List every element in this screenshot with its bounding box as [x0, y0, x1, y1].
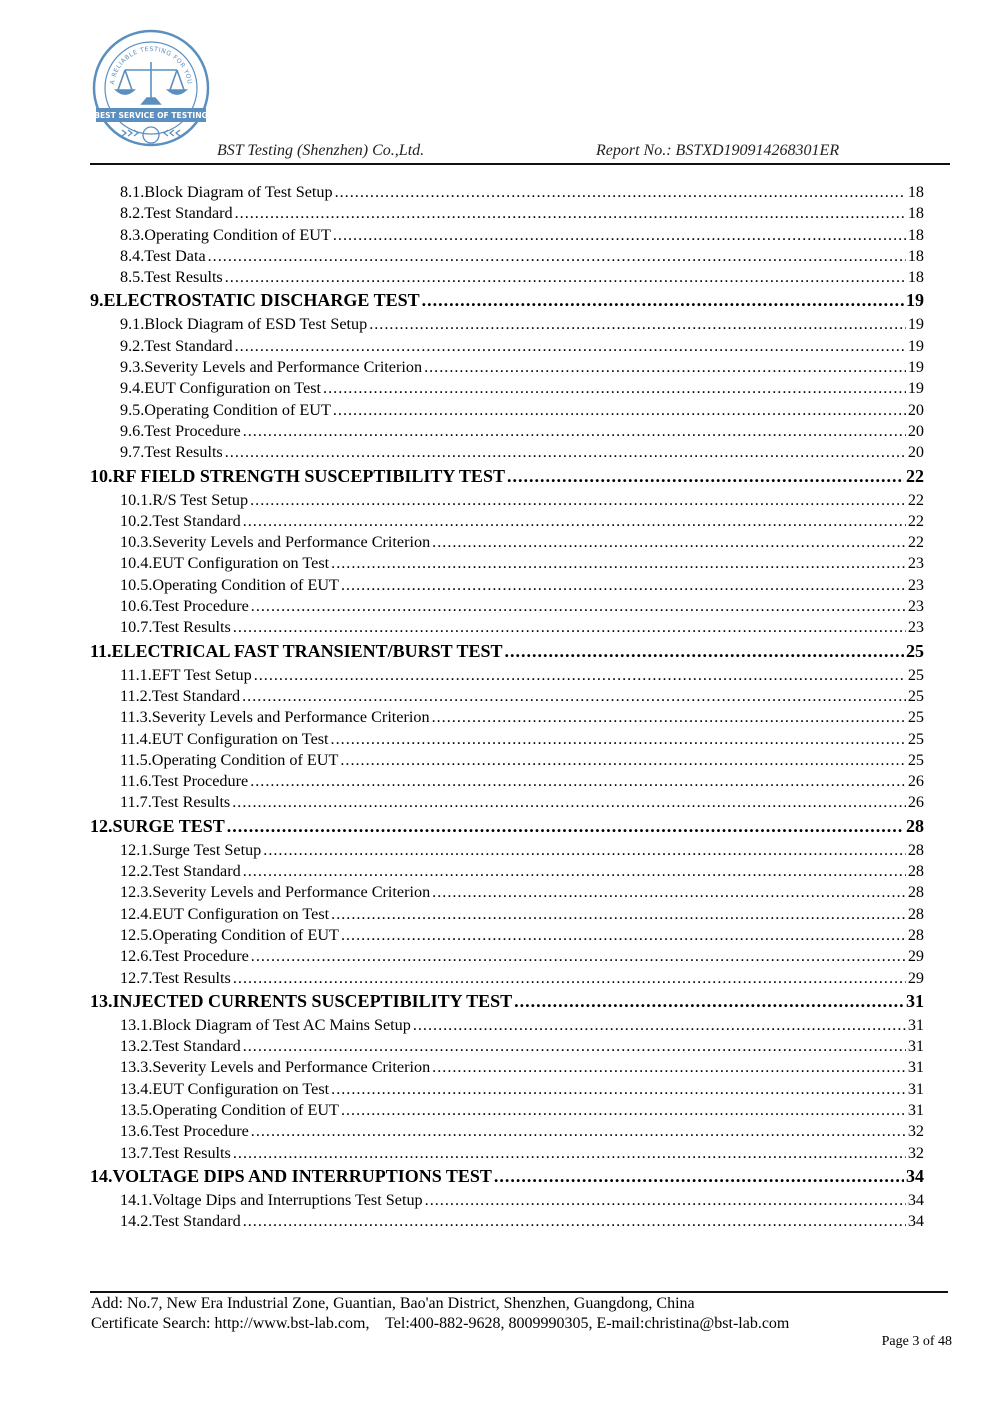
toc-entry-page: 28 [907, 925, 924, 944]
toc-entry-page: 25 [907, 686, 924, 705]
toc-entry-page: 25 [907, 708, 924, 727]
toc-subsection-entry[interactable] [90, 1037, 924, 1058]
toc-entry-title: Test Results [144, 443, 223, 462]
toc-subsection-entry[interactable] [90, 969, 924, 990]
toc-subsection-entry[interactable] [90, 708, 924, 729]
toc-subsection-entry[interactable] [90, 751, 924, 772]
toc-entry-title: Block Diagram of Test AC Mains Setup [152, 1015, 411, 1034]
toc-section-entry[interactable] [90, 466, 924, 491]
toc-dot-leader [335, 183, 906, 202]
toc-section-entry[interactable] [90, 991, 924, 1016]
toc-entry-page: 23 [907, 554, 924, 573]
toc-dot-leader [331, 1080, 906, 1099]
toc-dot-leader [422, 290, 904, 311]
toc-entry-page: 26 [907, 793, 924, 812]
table-of-contents [90, 183, 924, 1233]
toc-subsection-entry[interactable] [90, 687, 924, 708]
toc-entry-title: Operating Condition of EUT [151, 750, 339, 769]
toc-entry-number: 9.4. [120, 379, 145, 398]
logo-banner-text: BEST SERVICE OF TESTING [94, 111, 208, 120]
toc-entry-title: EUT Configuration on Test [144, 379, 322, 398]
toc-subsection-entry[interactable] [90, 1144, 924, 1165]
toc-entry-title: EUT Configuration on Test [151, 729, 329, 748]
toc-subsection-entry[interactable] [90, 1080, 924, 1101]
toc-entry-page: 18 [907, 268, 924, 287]
toc-entry-page: 31 [906, 990, 924, 1011]
toc-entry-page: 19 [907, 315, 924, 334]
toc-dot-leader [494, 1166, 904, 1187]
toc-entry-page: 29 [907, 947, 924, 966]
toc-subsection-entry[interactable] [90, 491, 924, 512]
toc-entry-number: 13. [90, 990, 113, 1011]
toc-entry-number: 13.7. [120, 1143, 153, 1162]
toc-entry-page: 28 [907, 862, 924, 881]
toc-entry-number: 12.2. [120, 862, 153, 881]
toc-entry-number: 12. [90, 815, 113, 836]
toc-entry-title: EUT Configuration on Test [152, 1079, 330, 1098]
toc-entry-page: 23 [907, 618, 924, 637]
footer-certificate-search: Certificate Search: http://www.bst-lab.com, Tel:400-882-9628, 8009990305, E-mail:christina@bst-lab.com [91, 1315, 790, 1332]
toc-subsection-entry[interactable] [90, 512, 924, 533]
toc-entry-page: 20 [907, 443, 924, 462]
toc-entry-title: Test Procedure [151, 772, 249, 791]
toc-entry-title: Test Procedure [152, 947, 249, 966]
toc-dot-leader [243, 422, 906, 441]
toc-dot-leader [331, 905, 906, 924]
toc-dot-leader [225, 443, 906, 462]
toc-subsection-entry[interactable] [90, 730, 924, 751]
toc-entry-page: 22 [907, 533, 924, 552]
toc-entry-title: Operating Condition of EUT [152, 925, 339, 944]
toc-entry-page: 20 [907, 400, 924, 419]
toc-subsection-entry[interactable] [90, 926, 924, 947]
toc-entry-page: 23 [907, 597, 924, 616]
toc-entry-number: 10.4. [120, 554, 153, 573]
toc-dot-leader [341, 926, 906, 945]
toc-entry-title: ELECTRICAL FAST TRANSIENT/BURST TEST [111, 640, 503, 661]
toc-entry-number: 10.6. [120, 597, 153, 616]
toc-entry-page: 26 [907, 772, 924, 791]
toc-entry-title: Severity Levels and Performance Criterion [151, 708, 430, 727]
toc-dot-leader [331, 554, 906, 573]
toc-entry-number: 13.4. [120, 1079, 153, 1098]
toc-subsection-entry[interactable] [90, 883, 924, 904]
toc-entry-number: 11.4. [120, 729, 152, 748]
toc-entry-page: 31 [907, 1037, 924, 1056]
toc-entry-number: 10.5. [120, 575, 153, 594]
toc-entry-page: 31 [907, 1058, 924, 1077]
toc-entry-title: Test Standard [152, 1037, 241, 1056]
toc-entry-number: 12.1. [120, 840, 153, 859]
toc-subsection-entry[interactable] [90, 862, 924, 883]
toc-entry-title: ELECTROSTATIC DISCHARGE TEST [103, 290, 420, 311]
toc-entry-number: 11.3. [120, 708, 152, 727]
toc-entry-title: Test Procedure [152, 597, 249, 616]
toc-dot-leader [250, 772, 906, 791]
toc-entry-page: 22 [907, 511, 924, 530]
toc-entry-title: Severity Levels and Performance Criterion [152, 883, 431, 902]
toc-entry-title: Severity Levels and Performance Criterion [144, 358, 423, 377]
toc-dot-leader [208, 247, 906, 266]
toc-entry-page: 18 [907, 183, 924, 201]
toc-subsection-entry[interactable] [90, 597, 924, 618]
toc-entry-title: Test Standard [152, 1212, 241, 1231]
company-name: BST Testing (Shenzhen) Co.,Ltd. [217, 142, 425, 159]
toc-dot-leader [514, 991, 904, 1012]
toc-entry-title: Surge Test Setup [152, 840, 262, 859]
toc-entry-page: 23 [907, 575, 924, 594]
scales-of-justice-icon [116, 62, 186, 104]
toc-entry-title: Severity Levels and Performance Criterion [152, 533, 431, 552]
toc-dot-leader [432, 533, 906, 552]
toc-entry-number: 13.6. [120, 1122, 153, 1141]
toc-subsection-entry[interactable] [90, 1122, 924, 1143]
toc-entry-title: Block Diagram of ESD Test Setup [144, 315, 368, 334]
toc-entry-title: INJECTED CURRENTS SUSCEPTIBILITY TEST [112, 990, 513, 1011]
toc-subsection-entry[interactable] [90, 618, 924, 639]
toc-entry-page: 22 [907, 490, 924, 509]
toc-dot-leader [235, 204, 906, 223]
toc-dot-leader [425, 1191, 906, 1210]
toc-entry-number: 8.5. [120, 268, 145, 287]
toc-entry-number: 9.5. [120, 400, 145, 419]
toc-entry-page: 34 [907, 1212, 924, 1231]
toc-entry-number: 14.1. [120, 1190, 153, 1209]
toc-dot-leader [331, 730, 906, 749]
toc-section-entry[interactable] [90, 290, 924, 315]
toc-entry-number: 12.4. [120, 904, 153, 923]
toc-subsection-entry[interactable] [90, 841, 924, 862]
toc-dot-leader [243, 1212, 906, 1231]
toc-entry-number: 8.4. [120, 246, 145, 265]
toc-entry-page: 18 [907, 246, 924, 265]
toc-entry-page: 28 [907, 840, 924, 859]
toc-dot-leader [432, 1058, 906, 1077]
report-number: Report No.: BSTXD190914268301ER [596, 142, 840, 159]
toc-subsection-entry[interactable] [90, 947, 924, 968]
toc-entry-page: 25 [906, 640, 924, 661]
toc-entry-number: 9.3. [120, 358, 145, 377]
toc-subsection-entry[interactable] [90, 1016, 924, 1037]
toc-subsection-entry[interactable] [90, 554, 924, 575]
toc-dot-leader [432, 708, 906, 727]
toc-entry-page: 28 [907, 883, 924, 902]
toc-entry-page: 19 [907, 379, 924, 398]
toc-entry-title: Operating Condition of EUT [144, 225, 331, 244]
toc-dot-leader [369, 315, 906, 334]
toc-dot-leader [263, 841, 906, 860]
toc-entry-title: Block Diagram of Test Setup [144, 183, 333, 201]
company-logo [92, 22, 210, 156]
toc-dot-leader [323, 379, 906, 398]
toc-dot-leader [432, 883, 906, 902]
toc-entry-page: 32 [907, 1122, 924, 1141]
toc-entry-number: 9.7. [120, 443, 145, 462]
toc-section-entry[interactable] [90, 816, 924, 841]
toc-entry-number: 12.5. [120, 925, 153, 944]
toc-entry-page: 25 [907, 729, 924, 748]
toc-dot-leader [341, 1101, 906, 1120]
toc-dot-leader [413, 1016, 906, 1035]
toc-entry-number: 9.2. [120, 336, 145, 355]
toc-dot-leader [232, 793, 906, 812]
toc-entry-title: Operating Condition of EUT [152, 1100, 339, 1119]
toc-dot-leader [233, 1144, 906, 1163]
toc-entry-title: Test Standard [151, 686, 241, 705]
toc-entry-number: 14.2. [120, 1212, 153, 1231]
toc-entry-title: Test Results [152, 968, 231, 987]
toc-dot-leader [333, 401, 906, 420]
toc-entry-title: Voltage Dips and Interruptions Test Setup [152, 1190, 423, 1209]
toc-subsection-entry[interactable] [90, 666, 924, 687]
toc-subsection-entry[interactable] [90, 315, 924, 336]
toc-subsection-entry[interactable] [90, 379, 924, 400]
toc-dot-leader [235, 337, 906, 356]
toc-entry-number: 11. [90, 640, 112, 661]
toc-entry-number: 14. [90, 1165, 113, 1186]
toc-entry-title: Test Results [152, 618, 231, 637]
toc-dot-leader [505, 641, 904, 662]
toc-entry-title: VOLTAGE DIPS AND INTERRUPTIONS TEST [112, 1165, 492, 1186]
toc-section-entry[interactable] [90, 641, 924, 666]
toc-subsection-entry[interactable] [90, 1101, 924, 1122]
toc-entry-number: 12.3. [120, 883, 153, 902]
toc-entry-page: 25 [907, 665, 924, 684]
page-number: Page 3 of 48 [881, 1334, 952, 1349]
toc-entry-number: 10.3. [120, 533, 153, 552]
toc-entry-number: 13.3. [120, 1058, 153, 1077]
toc-dot-leader [424, 358, 906, 377]
toc-entry-page: 28 [906, 815, 924, 836]
toc-entry-title: SURGE TEST [112, 815, 225, 836]
toc-subsection-entry[interactable] [90, 533, 924, 554]
toc-dot-leader [341, 576, 906, 595]
toc-entry-title: Test Standard [144, 204, 233, 223]
toc-entry-page: 34 [906, 1165, 924, 1186]
toc-subsection-entry[interactable] [90, 204, 924, 225]
toc-subsection-entry[interactable] [90, 183, 924, 204]
toc-entry-page: 18 [907, 204, 924, 223]
toc-entry-title: Operating Condition of EUT [152, 575, 339, 594]
toc-entry-title: Test Procedure [144, 421, 241, 440]
toc-entry-title: R/S Test Setup [152, 490, 249, 509]
toc-entry-number: 10. [90, 465, 113, 486]
toc-subsection-entry[interactable] [90, 772, 924, 793]
toc-subsection-entry[interactable] [90, 793, 924, 814]
toc-entry-number: 12.7. [120, 968, 153, 987]
toc-entry-number: 10.2. [120, 511, 153, 530]
toc-entry-title: Test Procedure [152, 1122, 249, 1141]
toc-entry-number: 11.6. [120, 772, 152, 791]
toc-entry-number: 9.6. [120, 421, 145, 440]
toc-entry-title: Severity Levels and Performance Criterion [152, 1058, 431, 1077]
footer-divider [90, 1291, 948, 1293]
toc-entry-number: 11.5. [120, 750, 152, 769]
toc-entry-number: 10.1. [120, 490, 153, 509]
toc-subsection-entry[interactable] [90, 268, 924, 289]
toc-dot-leader [333, 226, 906, 245]
toc-subsection-entry[interactable] [90, 337, 924, 358]
toc-dot-leader [251, 597, 906, 616]
toc-subsection-entry[interactable] [90, 1212, 924, 1233]
toc-entry-number: 9.1. [120, 315, 145, 334]
toc-dot-leader [254, 666, 906, 685]
toc-entry-page: 28 [907, 904, 924, 923]
toc-dot-leader [225, 268, 906, 287]
toc-subsection-entry[interactable] [90, 443, 924, 464]
toc-dot-leader [227, 816, 904, 837]
toc-dot-leader [251, 947, 906, 966]
toc-dot-leader [251, 1122, 906, 1141]
toc-entry-page: 31 [907, 1015, 924, 1034]
toc-dot-leader [233, 969, 906, 988]
toc-entry-title: Test Standard [144, 336, 233, 355]
toc-subsection-entry[interactable] [90, 358, 924, 379]
toc-entry-title: EFT Test Setup [151, 665, 252, 684]
toc-entry-number: 13.2. [120, 1037, 153, 1056]
toc-dot-leader [250, 491, 906, 510]
toc-dot-leader [242, 687, 906, 706]
toc-entry-number: 13.5. [120, 1100, 153, 1119]
toc-dot-leader [340, 751, 905, 770]
toc-entry-page: 32 [907, 1143, 924, 1162]
toc-entry-page: 19 [907, 336, 924, 355]
toc-entry-number: 11.2. [120, 686, 152, 705]
toc-entry-number: 11.1. [120, 665, 152, 684]
toc-subsection-entry[interactable] [90, 905, 924, 926]
toc-entry-title: Test Results [152, 1143, 231, 1162]
toc-entry-page: 18 [907, 225, 924, 244]
logo-arc-text: A RELIABLE TESTING FOR YOU [109, 45, 193, 86]
toc-entry-title: Operating Condition of EUT [144, 400, 331, 419]
toc-entry-page: 19 [906, 290, 924, 311]
toc-entry-number: 8.1. [120, 183, 145, 201]
toc-entry-title: Test Standard [152, 862, 241, 881]
toc-entry-page: 34 [907, 1190, 924, 1209]
toc-entry-title: EUT Configuration on Test [152, 554, 330, 573]
toc-subsection-entry[interactable] [90, 247, 924, 268]
toc-entry-page: 20 [907, 421, 924, 440]
toc-entry-title: Test Standard [152, 511, 241, 530]
toc-entry-page: 25 [907, 750, 924, 769]
toc-entry-page: 31 [907, 1100, 924, 1119]
header-divider [90, 163, 950, 165]
toc-entry-title: EUT Configuration on Test [152, 904, 330, 923]
toc-entry-page: 22 [906, 465, 924, 486]
toc-section-entry[interactable] [90, 1166, 924, 1191]
toc-dot-leader [243, 1037, 906, 1056]
toc-subsection-entry[interactable] [90, 576, 924, 597]
toc-subsection-entry[interactable] [90, 1191, 924, 1212]
toc-entry-number: 8.2. [120, 204, 145, 223]
toc-entry-page: 19 [907, 358, 924, 377]
toc-subsection-entry[interactable] [90, 422, 924, 443]
toc-entry-title: RF FIELD STRENGTH SUSCEPTIBILITY TEST [112, 465, 505, 486]
toc-entry-number: 12.6. [120, 947, 153, 966]
toc-entry-title: Test Results [144, 268, 223, 287]
toc-subsection-entry[interactable] [90, 226, 924, 247]
toc-entry-page: 29 [907, 968, 924, 987]
footer-address: Add: No.7, New Era Industrial Zone, Guantian, Bao'an District, Shenzhen, Guangdong, China [91, 1295, 695, 1312]
toc-dot-leader [243, 512, 906, 531]
toc-dot-leader [507, 466, 904, 487]
toc-entry-number: 10.7. [120, 618, 153, 637]
toc-entry-number: 13.1. [120, 1015, 153, 1034]
toc-subsection-entry[interactable] [90, 1058, 924, 1079]
toc-entry-number: 9. [90, 290, 104, 311]
toc-entry-title: Test Results [151, 793, 231, 812]
toc-dot-leader [233, 618, 906, 637]
toc-entry-title: Test Data [144, 246, 206, 265]
toc-entry-number: 8.3. [120, 225, 145, 244]
toc-subsection-entry[interactable] [90, 401, 924, 422]
toc-entry-number: 11.7. [120, 793, 152, 812]
toc-dot-leader [243, 862, 906, 881]
toc-entry-page: 31 [907, 1079, 924, 1098]
